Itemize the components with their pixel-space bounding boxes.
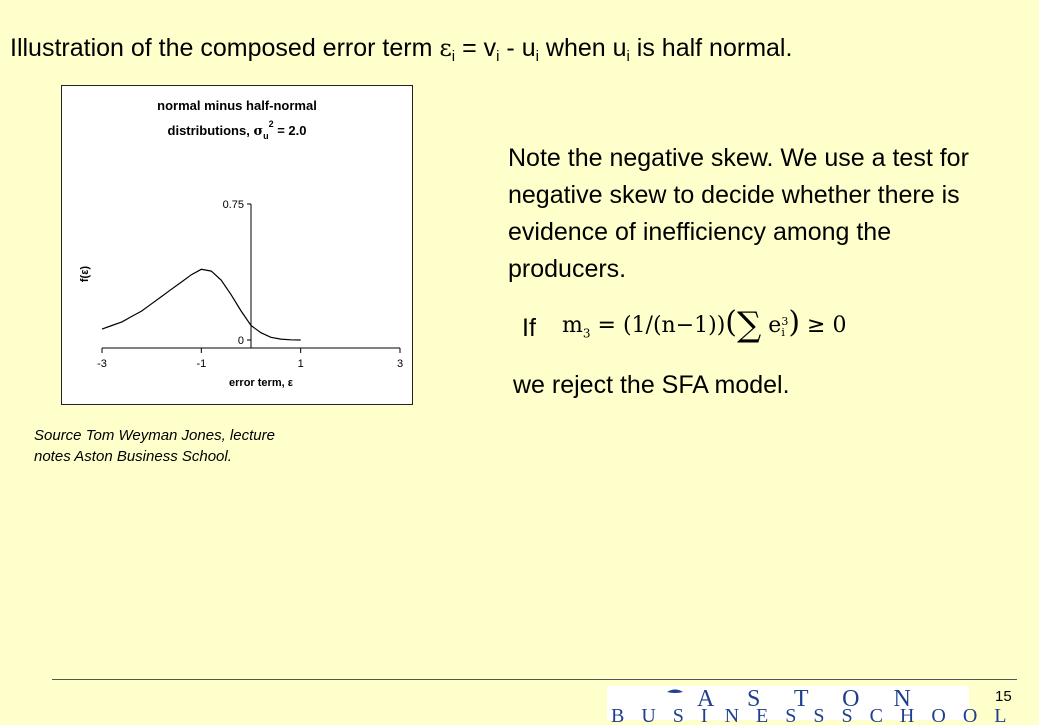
source-line-1: Source Tom Weyman Jones, lecture bbox=[34, 427, 275, 444]
formula-m: m bbox=[562, 313, 583, 338]
title-text: Illustration of the composed error term bbox=[10, 34, 440, 62]
chart-ticks bbox=[97, 199, 403, 370]
title-text: is half normal. bbox=[629, 34, 793, 62]
formula-fraction: (1/(n−1)) bbox=[622, 313, 726, 338]
svg-text:B U S I N E S S S C H O O L: B U S I N E S S S C H O O L bbox=[611, 705, 1013, 725]
title-text: when u bbox=[538, 34, 627, 62]
footer-divider bbox=[52, 679, 1017, 680]
title-epsilon: ε bbox=[439, 34, 452, 62]
x-tick-label: 3 bbox=[396, 358, 404, 370]
note-text: Note the negative skew. We use a test for negative skew to decide whether there is evidence of inefficiency among the producers. bbox=[508, 144, 969, 283]
source-citation bbox=[34, 425, 404, 467]
title-sub: i bbox=[451, 48, 456, 65]
y-axis-label: f(ε) bbox=[79, 265, 91, 283]
formula-e-sup: 3 bbox=[781, 315, 789, 328]
svg-text:A S T O N: A S T O N bbox=[697, 686, 925, 712]
chart-panel bbox=[61, 85, 413, 405]
title-text: = v bbox=[455, 34, 497, 62]
reject-text: we reject the SFA model. bbox=[513, 371, 790, 399]
density-chart bbox=[62, 86, 412, 404]
x-tick-label: -1 bbox=[196, 358, 207, 370]
formula-m-sub: 3 bbox=[582, 326, 591, 341]
x-axis-label: error term, ε bbox=[229, 377, 293, 389]
page-number: 15 bbox=[995, 688, 1012, 705]
formula-geq: ≥ bbox=[807, 313, 826, 338]
title-sub: i bbox=[496, 48, 500, 65]
y-tick-label: 0.75 bbox=[222, 199, 244, 211]
skewness-formula: $m_3 = (1/(n-1))(\sum$ e3 i ) ≥ 0 bbox=[562, 305, 847, 345]
source-line-2: notes Aston Business School. bbox=[34, 448, 232, 465]
title-sub: i bbox=[535, 48, 539, 65]
chart-title-line2: distributions, $\sigma_u^2 = 2.0$ bbox=[167, 119, 307, 141]
formula-zero: 0 bbox=[832, 313, 847, 338]
x-tick-label: -3 bbox=[97, 358, 107, 370]
formula-equals: = bbox=[597, 313, 616, 338]
chart-title-line1: normal minus half-normal bbox=[157, 98, 317, 113]
formula-e-sub: i bbox=[781, 326, 785, 339]
x-tick-label: 1 bbox=[297, 358, 304, 370]
if-label: If bbox=[522, 314, 536, 342]
formula-sum: ∑ bbox=[737, 305, 762, 345]
title-text: - u bbox=[499, 34, 536, 62]
chart-axes bbox=[102, 204, 400, 348]
density-curve bbox=[102, 269, 301, 340]
slide-title bbox=[10, 34, 1035, 65]
y-tick-label: 0 bbox=[237, 335, 244, 347]
formula-e: e bbox=[768, 313, 782, 338]
title-sub: i bbox=[626, 48, 630, 65]
